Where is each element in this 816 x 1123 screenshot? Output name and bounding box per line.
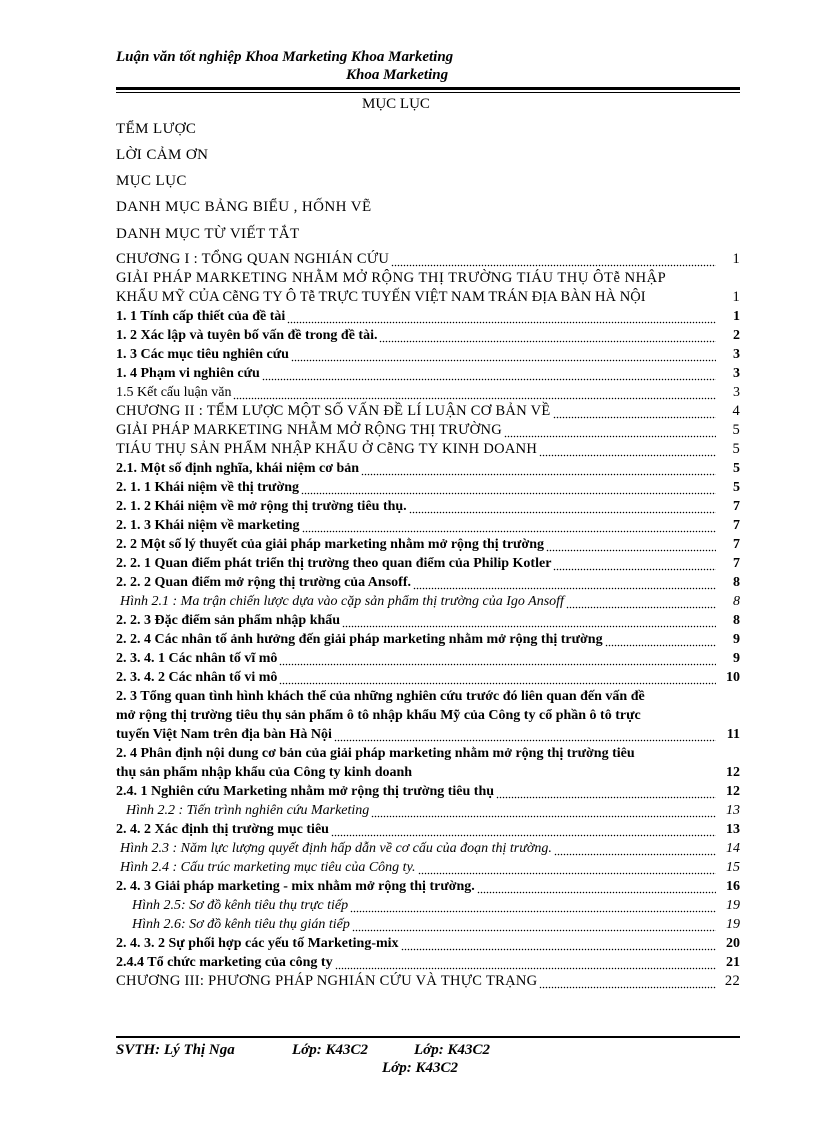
toc-leader-dots [302, 516, 716, 535]
toc-leader-dots [546, 535, 716, 554]
toc-page-number: 1 [732, 251, 740, 267]
toc-page-number: 7 [733, 499, 740, 514]
toc-entry-text: 1.5 Kết cấu luận văn [116, 385, 232, 400]
toc-entry [116, 649, 740, 668]
toc-page-number: 7 [733, 556, 740, 571]
toc-entry-text: 2. 2. 1 Quan điểm phát triển thị trường theo quan điểm của Philip Kotler [116, 556, 552, 571]
toc-entry [116, 953, 740, 972]
footer-class-2: Lớp: K43C2 [414, 1042, 490, 1058]
toc-leader-dots [331, 820, 716, 839]
toc-entry [116, 345, 740, 364]
toc-entry-2-4 [116, 744, 740, 763]
front-matter-item: DANH MỤC TỪ VIẾT TẮT [116, 226, 300, 242]
toc-entry-text: 2. 3. 4. 2 Các nhân tố vi mô [116, 670, 278, 685]
toc-entry-2-3-cont [116, 706, 740, 725]
toc-entry-text: CHƯƠNG II : TỂM LƯỢC MỘT SỐ VẤN ĐỀ LÍ LUẬN CƠ BẢN VỀ [116, 403, 551, 419]
toc-leader-dots [391, 250, 716, 269]
toc-leader-dots [301, 478, 716, 497]
toc-entry-text: 2.1. Một số định nghĩa, khái niệm cơ bản [116, 461, 360, 476]
toc-entry-text: tuyến Việt Nam trên địa bàn Hà Nội [116, 727, 332, 742]
front-matter-item: DANH MỤC BẢNG BIỂU , HỐNH VẼ [116, 199, 372, 215]
toc-entry [116, 820, 740, 839]
toc-page-number: 21 [726, 955, 740, 970]
toc-leader-dots [371, 801, 716, 820]
toc-entry [116, 440, 740, 459]
toc-page-number: 14 [726, 841, 740, 856]
footer-class-3: Lớp: K43C2 [382, 1060, 458, 1076]
toc-page-number: 5 [733, 480, 740, 495]
toc-title: MỤC LỤC [362, 96, 430, 112]
toc-entry [116, 383, 740, 402]
toc-entry-text: 2. 2. 4 Các nhân tố ảnh hưởng đến giải pháp marketing nhằm mở rộng thị trường [116, 632, 603, 647]
toc-page-number: 2 [733, 328, 740, 343]
toc-entry-text: thụ sản phẩm nhập khẩu của Công ty kinh doanh [116, 765, 413, 780]
toc-entry [116, 497, 740, 516]
toc-entry [116, 421, 740, 440]
toc-entry [116, 535, 740, 554]
toc-leader-dots [342, 611, 716, 630]
toc-page-number: 12 [726, 784, 740, 799]
toc-leader-dots [539, 440, 716, 459]
toc-entry-text: 2. 2. 3 Đặc điểm sản phẩm nhập khẩu [116, 613, 341, 628]
toc-leader-dots [361, 459, 716, 478]
toc-entry-text: Hình 2.5: Sơ đồ kênh tiêu thụ trực tiếp [132, 898, 349, 913]
toc-entry-text: 1. 1 Tính cấp thiết của đề tài [116, 309, 286, 324]
toc-page-number: 9 [733, 632, 740, 647]
toc-entry [116, 592, 740, 611]
footer-student-name: SVTH: Lý Thị Nga [116, 1042, 235, 1058]
toc-entry [116, 250, 740, 269]
toc-leader-dots [566, 592, 716, 611]
toc-entry [116, 573, 740, 592]
toc-entry-text: CHƯƠNG I : TỔNG QUAN NGHIÁN CỨU [116, 251, 390, 267]
page-header [116, 48, 596, 84]
toc-entries [116, 250, 740, 991]
toc-page-number: 3 [733, 347, 740, 362]
toc-entry [116, 972, 740, 991]
toc-entry [116, 896, 740, 915]
toc-entry [116, 877, 740, 896]
toc-leader-dots [409, 497, 716, 516]
toc-entry-text: GIẢI PHÁP MARKETING NHẰM MỞ RỘNG THỊ TRƯỜNG TIÁU THỤ ÔTễ NHẬP [116, 270, 667, 286]
toc-leader-dots [291, 345, 716, 364]
toc-leader-dots [233, 383, 716, 402]
toc-entry-text: 2. 1. 1 Khái niệm về thị trường [116, 480, 299, 495]
header-rule-thick [116, 87, 740, 90]
toc-entry [116, 801, 740, 820]
toc-entry-2-4-end [116, 763, 740, 782]
toc-page-number: 3 [733, 366, 740, 381]
toc-page-number: 5 [732, 441, 740, 457]
toc-page-number: 16 [726, 879, 740, 894]
toc-page-number: 13 [726, 803, 740, 818]
toc-entry [116, 516, 740, 535]
toc-entry [116, 364, 740, 383]
toc-entry [116, 934, 740, 953]
toc-entry-text: 1. 3 Các mục tiêu nghiên cứu [116, 347, 289, 362]
toc-leader-dots [418, 858, 716, 877]
toc-entry [116, 554, 740, 573]
toc-entry [116, 630, 740, 649]
toc-entry [116, 326, 740, 345]
toc-entry-text: 1. 4 Phạm vi nghiên cứu [116, 366, 260, 381]
toc-leader-dots [334, 725, 716, 744]
toc-entry-text: KHẨU MỸ CỦA CễNG TY Ô Tễ TRỰC TUYẾN VIỆT NAM TRÁN ĐỊA BÀN HÀ NỘI [116, 289, 646, 305]
toc-entry [116, 288, 740, 307]
toc-page-number: 5 [732, 422, 740, 438]
toc-entry-text: 2. 4. 2 Xác định thị trường mục tiêu [116, 822, 329, 837]
toc-entry-text: TIÁU THỤ SẢN PHẨM NHẬP KHẨU Ở CễNG TY KINH DOANH [116, 441, 538, 457]
toc-leader-dots [496, 782, 716, 801]
toc-entry-text: 2.4. 1 Nghiên cứu Marketing nhằm mở rộng thị trường tiêu thụ [116, 784, 495, 799]
toc-page-number: 20 [726, 936, 740, 951]
toc-entry [116, 269, 740, 288]
toc-entry-text: Hình 2.6: Sơ đồ kênh tiêu thụ gián tiếp [132, 917, 350, 932]
front-matter-item: MỤC LỤC [116, 173, 187, 189]
toc-leader-dots [287, 307, 716, 326]
toc-page-number: 19 [726, 898, 740, 913]
toc-entry-text: 2. 1. 3 Khái niệm về marketing [116, 518, 300, 533]
toc-leader-dots [605, 630, 716, 649]
toc-page-number: 8 [733, 575, 740, 590]
toc-leader-dots [539, 972, 716, 991]
toc-entry-text: 2. 2 Một số lý thuyết của giải pháp marketing nhằm mở rộng thị trường [116, 537, 544, 552]
toc-page-number: 13 [726, 822, 740, 837]
front-matter-item: TỂM LƯỢC [116, 121, 197, 137]
toc-page-number: 5 [733, 461, 740, 476]
toc-leader-dots [477, 877, 716, 896]
toc-entry-text: Hình 2.4 : Cấu trúc marketing mục tiêu của Công ty. [120, 860, 416, 875]
toc-entry [116, 459, 740, 478]
toc-leader-dots [335, 953, 716, 972]
toc-entry-text: GIẢI PHÁP MARKETING NHẰM MỞ RỘNG THỊ TRƯỜNG [116, 422, 502, 438]
toc-entry [116, 839, 740, 858]
toc-page-number: 10 [726, 670, 740, 685]
toc-entry [116, 402, 740, 421]
toc-entry [116, 782, 740, 801]
toc-page-number: 3 [733, 385, 740, 400]
toc-page-number: 8 [733, 594, 740, 609]
toc-leader-dots [352, 915, 716, 934]
toc-page-number: 7 [733, 518, 740, 533]
footer-class-1: Lớp: K43C2 [292, 1042, 368, 1058]
toc-entry-text: 1. 2 Xác lập và tuyên bố vấn đề trong đề tài. [116, 328, 378, 343]
toc-leader-dots [553, 402, 716, 421]
toc-entry-text: 2. 4. 3 Giải pháp marketing - mix nhằm mở rộng thị trường. [116, 879, 475, 894]
toc-leader-dots [401, 934, 716, 953]
toc-entry-text: CHƯƠNG III: PHƯƠNG PHÁP NGHIÁN CỨU VÀ THỰC TRẠNG [116, 973, 538, 989]
toc-entry [116, 478, 740, 497]
toc-leader-dots [379, 326, 716, 345]
toc-entry-text: 2. 4 Phân định nội dung cơ bản của giải pháp marketing nhằm mở rộng thị trường tiêu [116, 746, 635, 761]
toc-page-number: 22 [724, 973, 740, 989]
toc-page-number: 8 [733, 613, 740, 628]
toc-leader-dots [350, 896, 716, 915]
header-line-2: Khoa Marketing [346, 67, 449, 83]
toc-entry-text: 2. 4. 3. 2 Sự phối hợp các yếu tố Marketing-mix [116, 936, 399, 951]
front-matter-item: LỜI CẢM ƠN [116, 147, 209, 163]
toc-entry-text: mở rộng thị trường tiêu thụ sản phẩm ô tô nhập khẩu Mỹ của Công ty cổ phần ô tô trực [116, 708, 641, 723]
toc-page-number: 9 [733, 651, 740, 666]
toc-page-number: 11 [726, 727, 740, 742]
toc-leader-dots [504, 421, 716, 440]
toc-entry-text: 2. 1. 2 Khái niệm về mở rộng thị trường tiêu thụ. [116, 499, 407, 514]
toc-leader-dots [262, 364, 716, 383]
toc-page-number: 7 [733, 537, 740, 552]
toc-leader-dots [413, 573, 716, 592]
toc-page-number: 19 [726, 917, 740, 932]
toc-entry-text: 2. 3 Tổng quan tình hình khách thể của những nghiên cứu trước đó liên quan đến vấn đề [116, 689, 645, 704]
toc-entry-text: 2.4.4 Tổ chức marketing của công ty [116, 955, 333, 970]
toc-entry-2-3-end [116, 725, 740, 744]
toc-entry [116, 611, 740, 630]
toc-leader-dots [553, 554, 716, 573]
toc-entry [116, 307, 740, 326]
toc-entry [116, 915, 740, 934]
toc-entry-text: Hình 2.1 : Ma trận chiến lược dựa vào cặp sản phẩm thị trường của Igo Ansoff [120, 594, 564, 609]
toc-leader-dots [279, 668, 716, 687]
header-rule-thin [116, 92, 740, 93]
toc-entry-2-3 [116, 687, 740, 706]
toc-entry-text: 2. 3. 4. 1 Các nhân tố vĩ mô [116, 651, 278, 666]
toc-entry-text: 2. 2. 2 Quan điểm mở rộng thị trường của Ansoff. [116, 575, 411, 590]
toc-entry [116, 668, 740, 687]
toc-page-number: 1 [732, 289, 740, 305]
toc-entry [116, 858, 740, 877]
toc-page-number: 1 [733, 309, 740, 324]
header-line-1: Luận văn tốt nghiệp Khoa Marketing Khoa Marketing [116, 49, 454, 65]
toc-leader-dots [554, 839, 716, 858]
footer-rule [116, 1036, 740, 1038]
toc-entry-text: Hình 2.2 : Tiến trình nghiên cứu Marketing [126, 803, 370, 818]
toc-leader-dots [279, 649, 716, 668]
toc-page-number: 4 [732, 403, 740, 419]
toc-page-number: 15 [726, 860, 740, 875]
toc-page-number: 12 [726, 765, 740, 780]
toc-entry-text: Hình 2.3 : Năm lực lượng quyết định hấp dẫn về cơ cấu của đoạn thị trường. [120, 841, 552, 856]
